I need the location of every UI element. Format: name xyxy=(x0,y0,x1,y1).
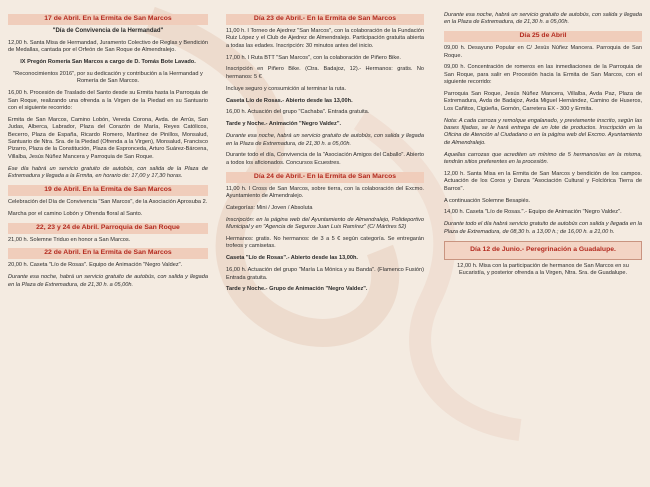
event-text: Durante todo el día, Convivencia de la "Asociación Amigos del Caballo". Abierto a todos los aficionados. Concursos Ecuestres. xyxy=(226,152,424,166)
event-text: IX Pregón Romería San Marcos a cargo de D. Tomás Bote Lavado. xyxy=(20,59,196,66)
event-text: 11,00 h. I Torneo de Ajedrez "San Marcos", con la colaboración de la Fundación Ruiz López y el Club de Ajedrez de Almendralejo. Participación gratuita abierta a todas las edades. Inscripción: 30 minutos antes del inicio. xyxy=(226,27,424,49)
event-text: 09,00 h. Desayuno Popular en C/ Jesús Núñez Mancera. Parroquia de San Roque. xyxy=(444,45,642,59)
column-left xyxy=(8,12,208,294)
event-text: A continuación Solemne Besapiés. xyxy=(444,197,531,204)
event-text: Marcha por el camino Lobón y Ofrenda floral al Santo. xyxy=(8,210,143,217)
event-text: 14,00 h. Caseta "Lío de Rosas.".- Equipo de Animación "Negro Valdez". xyxy=(444,209,622,216)
note-text: Aquellas carrozas que acrediten un mínimo de 5 hermanos/as en la misma, tendrán sitios preferentes en la procesión. xyxy=(444,151,642,166)
event-text: 16,00 h. Actuación del grupo "Cachaba". Entrada gratuita. xyxy=(226,109,370,116)
event-text: 21,00 h. Solemne Triduo en honor a San Marcos. xyxy=(8,236,131,243)
event-text: Incluye seguro y consumición al terminar la ruta. xyxy=(226,85,347,92)
event-text: 12,00 h. Santa Misa en la Ermita de San Marcos y bendición de los campos. Actuación de los Coros y Danza "Asociación Cultural y Folclórica Tierra de Barros". xyxy=(444,170,642,192)
section-header: 17 de Abril. En la Ermita de San Marcos xyxy=(8,14,208,25)
route-text: Parroquia San Roque, Jesús Núñez Mancera, Villalba, Avda Paz, Plaza de Extremadura, Avda de Badajoz, Avda Miguel Hernández, Camino de Huseros, Los Cañitos, Cigüeña, Gornón, Carretera EX - 300 y Ermita. xyxy=(444,91,642,112)
section-header: Día 24 de Abril.- En la Ermita de San Marcos xyxy=(226,172,424,183)
bus-notice: Durante esa noche, habrá un servicio gratuito de autobús, con salida y llegada en la Plaza de Extremadura, de 21,30 h. a 05,00h. xyxy=(444,12,642,26)
event-text: 20,00 h. Caseta "Lío de Rosas". Equipo de Animación "Negro Valdez". xyxy=(8,262,183,269)
section-subtitle: "Día de Convivencia de la Hermandad" xyxy=(52,27,164,34)
column-right xyxy=(444,12,642,282)
event-text: 12,00 h. Santa Misa de Hermandad, Juramento Colectivo de Reglas y Bendición de Medallas, cantada por el Orfeón de San Roque de Almendralejo. xyxy=(8,39,208,54)
event-text: 12,00 h. Misa con la participación de hermanos de San Marcos en su Eucaristía, y posterior ofrenda a la Virgen, Ntra. Sra. de Guadalupe. xyxy=(457,262,629,276)
section-header: Día 25 de Abril xyxy=(444,31,642,42)
event-text: 16,00 h. Procesión de Traslado del Santo desde su Ermita hasta la Parroquia de San Roque, realizando una ofrenda a la Virgen de la Piedad en su Santuario con el siguiente recorrido: xyxy=(8,90,208,111)
event-text: 16,00 h. Actuación del grupo "María La Mónica y su Banda". (Flamenco Fusión) Entrada gratuita. xyxy=(226,267,424,281)
event-text: Tarde y Noche.- Grupo de Animación "Negro Valdez". xyxy=(226,286,368,293)
event-text: Caseta "Lío de Rosas".- Abierto desde las 13,00h. xyxy=(226,255,358,262)
event-text: Categorías: Mini / Joven / Absoluta xyxy=(226,204,313,211)
event-text: "Reconocimientos 2016", por su dedicación y contribución a la Hermandad y Romería de San Marcos. xyxy=(13,71,203,85)
bus-notice: Durante esa noche, habrá un servicio gratuito de autobús, con salida y llegada en la Plaza de Extremadura, de 21,30 h. a 05,00h. xyxy=(226,133,424,147)
note-text: Nota: A cada carroza y remolque engalanado, y previamente inscrito, según las bases fijadas, se le hará entrega de un lote de productos. Inscripción en la Oficina de Atención al Ciudadano o en la página web del Excmo. Ayuntamiento de Almendralejo. xyxy=(444,117,642,146)
event-text: 09,00 h. Concentración de romeros en las inmediaciones de la Parroquia de San Roque, para salir en Procesión hacia la Ermita de San Marcos, con el siguiente recorrido: xyxy=(444,64,642,86)
bus-notice: Durante todo el día habrá servicio gratuito de autobús con salida y llegada en la Plaza de Extremadura, de 08,30 h. a 13,00 h.; de 16,00 h. a 21,00 h. xyxy=(444,221,642,235)
route-text: Ermita de San Marcos, Camino Lobón, Vereda Corona, Avda. de Arrús, San Judas, Alberca, Labrador, Plaza del Corazón de María, Reyes Católicos, Becerro, Plaza de España, Ricardo Romero, Martínez de Pinillos, Monsalud, Santuario de Ntra. Sra. de la Piedad (Ofrenda a la Virgen), Monsalud, Francisco Pizarro, Plaza de la Constitución, Plaza de Espronceda, Arturo Suárez-Bárcena, Villalba, Jesús Núñez Mancera y Parroquia de San Roque. xyxy=(8,116,208,160)
bus-notice: Durante esa noche, habrá un servicio gratuito de autobús, con salida y llegada en la Plaza de Extremadura, de 21,30 h. a 05,00h. xyxy=(8,274,208,288)
section-header: 22, 23 y 24 de Abril. Parroquia de San Roque xyxy=(8,223,208,234)
event-text: 11,00 h. I Cross de San Marcos, sobre tierra, con la colaboración del Excmo. Ayuntamiento de Almendralejo. xyxy=(226,185,424,200)
column-middle xyxy=(226,12,424,298)
event-text: Inscripción: en la página web del Ayuntamiento de Almendralejo, Polideportivo Municipal y en "Agencia de Seguros Juan Luis Ramírez" (C/ Mártires 52) xyxy=(226,216,424,231)
event-text: Caseta Lío de Rosas.- Abierto desde las 13,00h. xyxy=(226,97,353,104)
event-text: Tarde y Noche.- Animación "Negro Valdez". xyxy=(226,121,342,128)
event-text: 17,00 h. I Ruta BTT "San Marcos", con la colaboración de Piñero Bike. xyxy=(226,54,401,61)
section-header: Día 23 de Abril.- En la Ermita de San Marcos xyxy=(226,14,424,25)
event-text: Inscripción en Piñero Bike. (Ctra. Badajoz, 12).- Hermanos: gratis. No hermanos: 5 € xyxy=(226,66,424,80)
section-header: 22 de Abril. En la Ermita de San Marcos xyxy=(8,248,208,259)
bus-notice: Ese día habrá un servicio gratuito de autobús, con salida de la Plaza de Extremadura y llegada a la Ermita, en horario de: 17,00 y 17,30 horas. xyxy=(8,165,208,179)
section-header: 19 de Abril. En la Ermita de San Marcos xyxy=(8,185,208,196)
event-text: Hermanos: gratis. No hermanos: de 3 a 5 € según categoría. Se entregarán trofeos y camisetas. xyxy=(226,236,424,250)
event-text: Celebración del Día de Convivencia "San Marcos", de la Asociación Aprosuba 2. xyxy=(8,198,208,205)
section-header: Día 12 de Junio.- Peregrinación a Guadalupe. xyxy=(444,241,642,260)
